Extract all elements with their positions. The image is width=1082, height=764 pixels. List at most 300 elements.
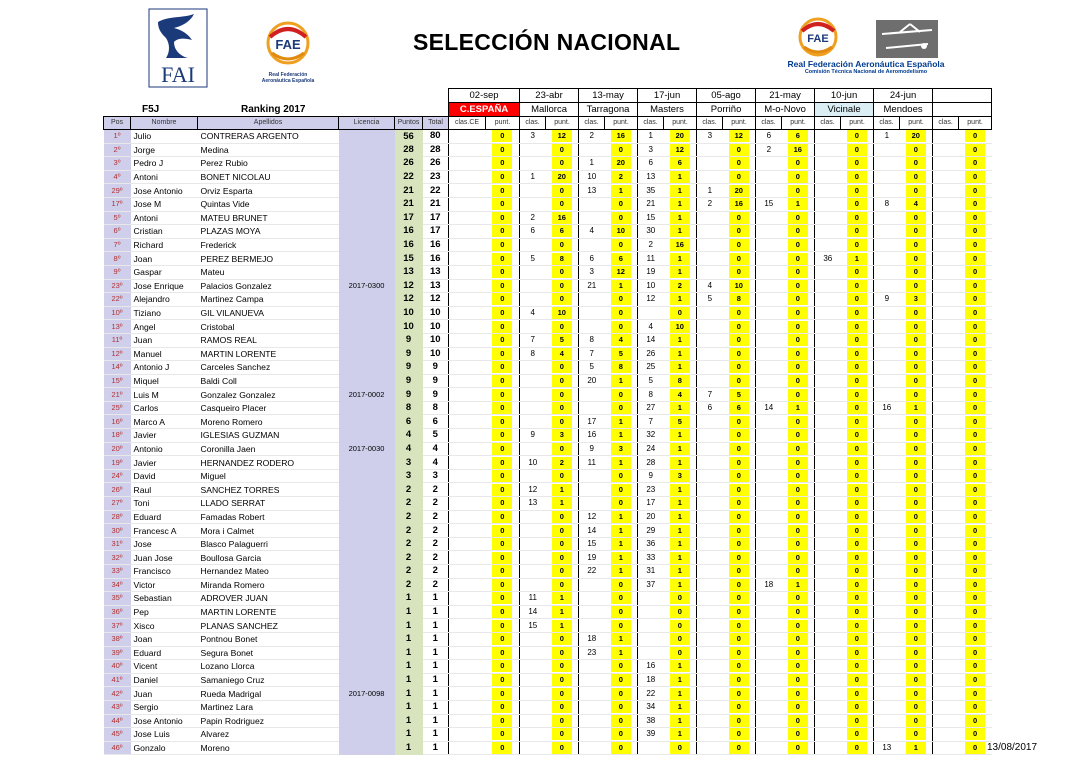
cell-clas: 9	[520, 429, 546, 443]
col-punt-8: punt.	[959, 117, 992, 130]
cell-clas: 10	[579, 170, 605, 184]
cell-nombre: Jose	[131, 537, 198, 551]
cell-clas	[697, 687, 723, 701]
cell-clas	[449, 143, 486, 157]
cell-puntos: 12	[395, 279, 423, 293]
cell-clas: 28	[638, 456, 664, 470]
cell-clas: 7	[520, 333, 546, 347]
cell-pos: 23º	[104, 279, 131, 293]
cell-clas	[579, 619, 605, 633]
punt-value: 0	[847, 511, 867, 523]
cell-pos: 7º	[104, 238, 131, 252]
cell-punt	[900, 157, 933, 171]
cell-clas	[815, 320, 841, 334]
cell-punt	[605, 374, 638, 388]
cell-puntos: 9	[395, 333, 423, 347]
punt-value: 0	[729, 157, 749, 169]
cell-clas	[520, 687, 546, 701]
cell-clas	[520, 741, 546, 755]
fae-logo-text: FAE	[275, 37, 301, 52]
punt-value: 0	[492, 742, 512, 754]
cell-pos: 26º	[104, 483, 131, 497]
cell-punt	[900, 415, 933, 429]
cell-clas	[579, 238, 605, 252]
cell-clas: 1	[874, 130, 900, 144]
event-date-1: 23-abr	[520, 89, 579, 103]
cell-pos: 5º	[104, 211, 131, 225]
cell-punt	[664, 510, 697, 524]
table-row	[104, 469, 992, 483]
punt-value: 0	[729, 266, 749, 278]
cell-punt	[546, 551, 579, 565]
fae-caption-1: Real Federación	[268, 72, 308, 78]
fae-caption-2: Aeronáutica Española	[261, 78, 315, 84]
punt-value: 1	[611, 538, 631, 550]
event-date-5: 21-may	[756, 89, 815, 103]
punt-value: 1	[670, 688, 690, 700]
cell-punt	[959, 293, 992, 307]
cell-punt	[782, 510, 815, 524]
punt-value: 0	[611, 402, 631, 414]
punt-value: 3	[906, 293, 926, 305]
punt-value: 0	[492, 592, 512, 604]
cell-licencia	[339, 306, 395, 320]
cell-pos: 37º	[104, 619, 131, 633]
punt-value: 0	[492, 701, 512, 713]
cell-punt	[782, 211, 815, 225]
cell-punt	[723, 646, 756, 660]
punt-value: 10	[670, 321, 690, 333]
punt-value: 16	[611, 130, 631, 142]
cell-apellidos: Rueda Madrigal	[198, 687, 339, 701]
punt-value: 0	[965, 497, 985, 509]
cell-punt	[605, 157, 638, 171]
cell-punt	[959, 143, 992, 157]
cell-apellidos: Martinez Campa	[198, 293, 339, 307]
cell-punt	[486, 497, 520, 511]
cell-pos: 40º	[104, 660, 131, 674]
punt-value: 0	[965, 552, 985, 564]
cell-punt	[664, 293, 697, 307]
cell-pos: 2º	[104, 143, 131, 157]
cell-punt	[664, 605, 697, 619]
table-row	[104, 632, 992, 646]
cell-total: 10	[423, 347, 449, 361]
cell-clas	[697, 646, 723, 660]
cell-clas: 14	[579, 524, 605, 538]
cell-punt	[664, 388, 697, 402]
cell-punt	[664, 537, 697, 551]
cell-clas	[933, 238, 959, 252]
cell-clas	[874, 551, 900, 565]
cell-clas	[449, 211, 486, 225]
cell-puntos: 15	[395, 252, 423, 266]
cell-punt	[486, 537, 520, 551]
event-date-7: 24-jun	[874, 89, 933, 103]
cell-clas	[815, 361, 841, 375]
cell-clas	[449, 429, 486, 443]
cell-punt	[841, 700, 874, 714]
cell-nombre: Jose Antonio	[131, 714, 198, 728]
cell-total: 12	[423, 293, 449, 307]
cell-punt	[782, 197, 815, 211]
cell-pos: 28º	[104, 510, 131, 524]
cell-punt	[664, 524, 697, 538]
punt-value: 0	[492, 348, 512, 360]
cell-clas	[756, 415, 782, 429]
cell-puntos: 2	[395, 497, 423, 511]
cell-clas	[933, 415, 959, 429]
cell-punt	[959, 592, 992, 606]
punt-value: 0	[906, 484, 926, 496]
punt-value: 20	[611, 157, 631, 169]
cell-pos: 34º	[104, 578, 131, 592]
punt-value: 1	[552, 592, 572, 604]
punt-value: 0	[788, 225, 808, 237]
cell-punt	[782, 374, 815, 388]
cell-punt	[841, 211, 874, 225]
cell-punt	[486, 157, 520, 171]
cell-clas	[449, 265, 486, 279]
cell-clas	[933, 497, 959, 511]
cell-clas	[874, 646, 900, 660]
cell-clas	[638, 592, 664, 606]
cell-clas	[874, 333, 900, 347]
punt-value: 0	[906, 307, 926, 319]
cell-clas	[815, 197, 841, 211]
cell-punt	[841, 170, 874, 184]
punt-value: 1	[670, 674, 690, 686]
table-row	[104, 605, 992, 619]
cell-clas	[449, 619, 486, 633]
punt-value: 0	[847, 185, 867, 197]
cell-punt	[959, 728, 992, 742]
punt-value: 0	[847, 457, 867, 469]
cell-total: 26	[423, 157, 449, 171]
cell-pos: 20º	[104, 442, 131, 456]
cell-clas	[697, 592, 723, 606]
cell-clas	[756, 374, 782, 388]
cell-total: 9	[423, 361, 449, 375]
cell-pos: 38º	[104, 632, 131, 646]
cell-clas	[449, 225, 486, 239]
cell-punt	[723, 293, 756, 307]
cell-punt	[959, 605, 992, 619]
cell-pos: 19º	[104, 456, 131, 470]
cell-punt	[664, 565, 697, 579]
cell-clas	[874, 320, 900, 334]
cell-clas: 16	[638, 660, 664, 674]
cell-clas	[933, 306, 959, 320]
cell-clas: 11	[520, 592, 546, 606]
punt-value: 0	[788, 212, 808, 224]
cell-clas	[756, 673, 782, 687]
cell-clas	[815, 565, 841, 579]
punt-value: 0	[729, 171, 749, 183]
punt-value: 0	[729, 307, 749, 319]
cell-licencia	[339, 714, 395, 728]
punt-value: 0	[611, 321, 631, 333]
cell-punt	[782, 333, 815, 347]
cell-clas	[815, 632, 841, 646]
cell-puntos: 56	[395, 130, 423, 144]
table-row	[104, 442, 992, 456]
punt-value: 0	[906, 185, 926, 197]
cell-clas	[756, 388, 782, 402]
punt-value: 0	[906, 157, 926, 169]
col-apellidos: Apellidos	[198, 117, 339, 130]
cell-punt	[723, 524, 756, 538]
cell-punt	[664, 197, 697, 211]
cell-clas: 4	[638, 320, 664, 334]
cell-punt	[605, 429, 638, 443]
punt-value: 0	[729, 606, 749, 618]
cell-apellidos: RAMOS REAL	[198, 333, 339, 347]
punt-value: 0	[847, 688, 867, 700]
cell-punt	[546, 197, 579, 211]
punt-value: 0	[965, 484, 985, 496]
punt-value: 0	[965, 293, 985, 305]
punt-value: 0	[965, 144, 985, 156]
cell-clas: 3	[579, 265, 605, 279]
cell-total: 10	[423, 320, 449, 334]
cell-apellidos: PLANAS SANCHEZ	[198, 619, 339, 633]
col-clas-7: clas.	[874, 117, 900, 130]
cell-clas	[449, 374, 486, 388]
cell-punt	[546, 646, 579, 660]
cell-punt	[959, 225, 992, 239]
punt-value: 0	[906, 375, 926, 387]
cell-clas	[815, 524, 841, 538]
cell-punt	[959, 510, 992, 524]
punt-value: 0	[788, 606, 808, 618]
punt-value: 0	[965, 592, 985, 604]
cell-licencia	[339, 320, 395, 334]
cell-punt	[486, 374, 520, 388]
punt-value: 10	[729, 280, 749, 292]
fae-logo	[252, 15, 324, 87]
punt-value: 1	[670, 715, 690, 727]
punt-value: 0	[611, 212, 631, 224]
cell-punt	[900, 361, 933, 375]
cell-clas	[756, 333, 782, 347]
cell-punt	[605, 469, 638, 483]
punt-value: 0	[847, 701, 867, 713]
cell-pos: 31º	[104, 537, 131, 551]
cell-punt	[841, 728, 874, 742]
table-row	[104, 551, 992, 565]
cell-clas	[874, 252, 900, 266]
cell-clas: 15	[520, 619, 546, 633]
cell-punt	[782, 728, 815, 742]
cell-clas: 2	[638, 238, 664, 252]
col-punt-4: punt.	[723, 117, 756, 130]
cell-licencia	[339, 130, 395, 144]
cell-clas	[520, 524, 546, 538]
punt-value: 0	[906, 253, 926, 265]
cell-clas: 3	[520, 130, 546, 144]
cell-puntos: 22	[395, 170, 423, 184]
cell-punt	[900, 225, 933, 239]
punt-value: 0	[847, 429, 867, 441]
punt-value: 0	[611, 715, 631, 727]
cell-licencia: 2017-0098	[339, 687, 395, 701]
cell-clas	[697, 660, 723, 674]
punt-value: 20	[552, 171, 572, 183]
punt-value: 0	[847, 497, 867, 509]
cell-clas: 18	[579, 632, 605, 646]
punt-value: 0	[965, 225, 985, 237]
cell-puntos: 9	[395, 347, 423, 361]
cell-clas	[874, 605, 900, 619]
cell-clas	[756, 483, 782, 497]
cell-punt	[841, 619, 874, 633]
cell-nombre: Sebastian	[131, 592, 198, 606]
table-row	[104, 252, 992, 266]
punt-value: 0	[906, 688, 926, 700]
cell-puntos: 2	[395, 483, 423, 497]
cell-punt	[605, 279, 638, 293]
punt-value: 0	[729, 361, 749, 373]
cell-clas	[815, 415, 841, 429]
cell-clas	[815, 238, 841, 252]
punt-value: 8	[670, 375, 690, 387]
cell-punt	[605, 252, 638, 266]
cell-apellidos: Alvarez	[198, 728, 339, 742]
cell-clas	[638, 741, 664, 755]
cell-puntos: 1	[395, 741, 423, 755]
cell-puntos: 13	[395, 265, 423, 279]
cell-clas	[756, 728, 782, 742]
event-name-7: Mendoes	[874, 103, 933, 117]
cell-puntos: 26	[395, 157, 423, 171]
cell-licencia	[339, 619, 395, 633]
cell-clas	[933, 225, 959, 239]
punt-value: 0	[965, 239, 985, 251]
cell-punt	[782, 170, 815, 184]
punt-value: 0	[965, 307, 985, 319]
cell-punt	[486, 578, 520, 592]
cell-clas	[697, 673, 723, 687]
cell-punt	[664, 252, 697, 266]
cell-pos: 3º	[104, 157, 131, 171]
cell-punt	[664, 320, 697, 334]
cell-clas: 2	[697, 197, 723, 211]
punt-value: 0	[906, 321, 926, 333]
cell-clas	[933, 714, 959, 728]
punt-value: 0	[906, 429, 926, 441]
cell-licencia	[339, 700, 395, 714]
punt-value: 1	[670, 660, 690, 672]
cell-clas: 8	[579, 333, 605, 347]
cell-punt	[723, 442, 756, 456]
punt-value: 0	[552, 633, 572, 645]
table-row	[104, 646, 992, 660]
punt-value: 0	[788, 389, 808, 401]
cell-punt	[841, 374, 874, 388]
cell-punt	[664, 483, 697, 497]
cell-apellidos: Moreno	[198, 741, 339, 755]
punt-value: 0	[729, 470, 749, 482]
cell-clas	[697, 456, 723, 470]
cell-licencia	[339, 592, 395, 606]
cell-clas	[874, 415, 900, 429]
cell-punt	[782, 184, 815, 198]
punt-value: 0	[492, 688, 512, 700]
cell-clas: 7	[579, 347, 605, 361]
cell-clas	[579, 211, 605, 225]
cell-punt	[782, 469, 815, 483]
cell-punt	[486, 388, 520, 402]
cell-clas: 20	[638, 510, 664, 524]
cell-punt	[546, 456, 579, 470]
cell-punt	[546, 510, 579, 524]
punt-value: 0	[492, 334, 512, 346]
punt-value: 0	[729, 742, 749, 754]
cell-punt	[664, 687, 697, 701]
cell-clas: 17	[638, 497, 664, 511]
cell-puntos: 1	[395, 605, 423, 619]
punt-value: 0	[788, 307, 808, 319]
cell-clas	[815, 225, 841, 239]
punt-value: 0	[729, 565, 749, 577]
punt-value: 0	[492, 565, 512, 577]
cell-punt	[900, 293, 933, 307]
punt-value: 16	[729, 198, 749, 210]
cell-punt	[723, 673, 756, 687]
cell-punt	[664, 170, 697, 184]
cell-punt	[723, 469, 756, 483]
cell-clas	[874, 660, 900, 674]
event-name-5: M-o-Novo	[756, 103, 815, 117]
cell-clas	[933, 619, 959, 633]
punt-value: 0	[492, 484, 512, 496]
punt-value: 0	[847, 225, 867, 237]
cell-punt	[605, 170, 638, 184]
cell-punt	[605, 660, 638, 674]
punt-value: 0	[729, 484, 749, 496]
punt-value: 0	[788, 470, 808, 482]
punt-value: 1	[552, 484, 572, 496]
cell-licencia	[339, 265, 395, 279]
cell-clas	[697, 469, 723, 483]
cell-punt	[605, 632, 638, 646]
punt-value: 0	[847, 647, 867, 659]
cell-clas	[520, 646, 546, 660]
cell-nombre: Raul	[131, 483, 198, 497]
cell-total: 1	[423, 687, 449, 701]
col-clas-4: clas.	[697, 117, 723, 130]
cell-punt	[605, 741, 638, 755]
cell-clas	[697, 442, 723, 456]
cell-punt	[900, 170, 933, 184]
cell-punt	[900, 306, 933, 320]
cell-punt	[723, 184, 756, 198]
cell-apellidos: Pontnou Bonet	[198, 632, 339, 646]
cell-clas: 15	[756, 197, 782, 211]
punt-value: 0	[965, 701, 985, 713]
cell-punt	[841, 184, 874, 198]
cell-clas	[449, 700, 486, 714]
cell-clas: 20	[579, 374, 605, 388]
cell-clas	[697, 157, 723, 171]
punt-value: 1	[670, 212, 690, 224]
cell-pos: 22º	[104, 293, 131, 307]
cell-punt	[959, 415, 992, 429]
punt-value: 20	[906, 130, 926, 142]
cell-total: 1	[423, 741, 449, 755]
cell-clas	[933, 469, 959, 483]
